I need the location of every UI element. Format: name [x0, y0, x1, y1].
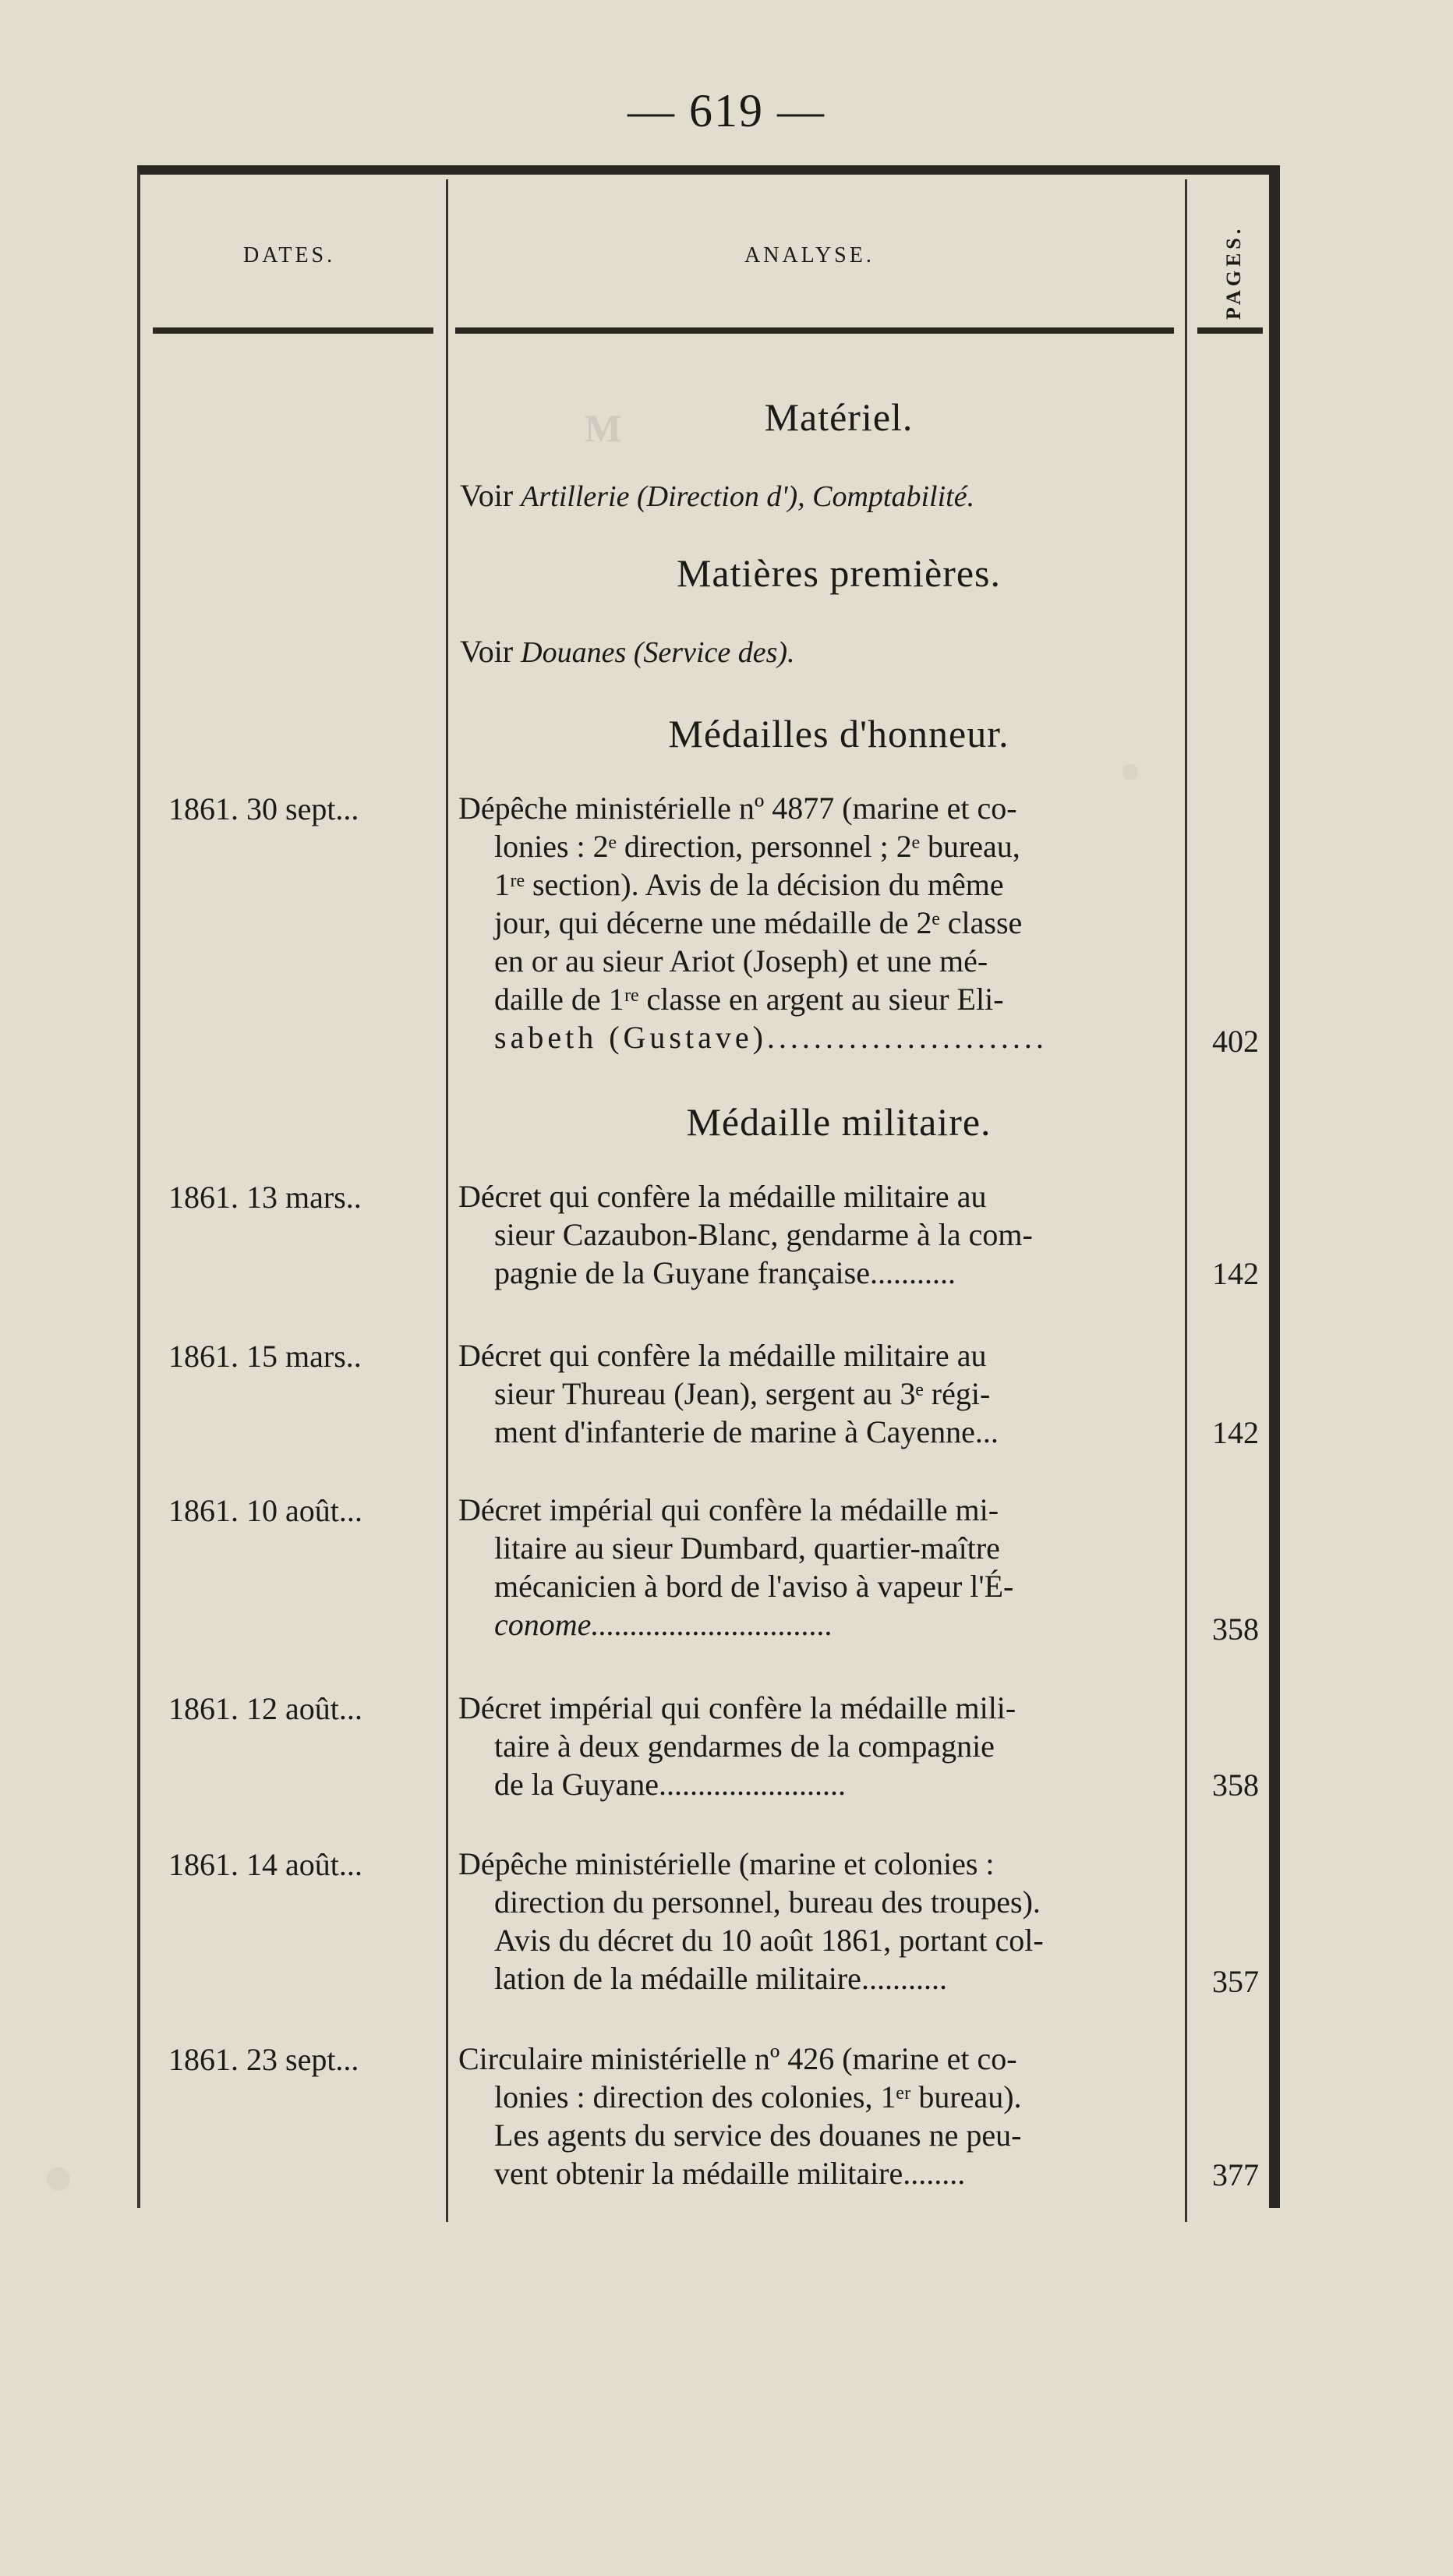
page-number: — 619 — [628, 85, 825, 136]
entry-line: direction du personnel, bureau des troupes). [494, 1884, 1041, 1920]
entry-text [458, 1845, 1191, 1997]
entry-line: lonies : direction des colonies, 1ᵉʳ bureau). [494, 2079, 1022, 2114]
see-prefix: Voir [460, 478, 514, 513]
entry-line: sabeth (Gustave)........................ [494, 1020, 1048, 1055]
entry-page: 377 [1212, 2157, 1259, 2192]
entry-text [458, 1336, 1191, 1451]
entry-line: pagnie de la Guyane française........... [494, 1255, 956, 1290]
entry-text [458, 2040, 1191, 2192]
entry-line: vent obtenir la médaille militaire........ [494, 2156, 966, 2191]
entry-line: en or au sieur Ariot (Joseph) et une mé- [494, 943, 988, 978]
entry-line: sieur Thureau (Jean), sergent au 3ᵉ régi- [494, 1376, 991, 1411]
section-heading-matieres-premieres: Matières premières. [676, 551, 1002, 595]
section-heading-materiel: Matériel. [764, 395, 914, 439]
entry-date: 1861. 14 août... [168, 1847, 362, 1882]
entry-line: conome............................... [494, 1607, 833, 1642]
see-prefix: Voir [460, 634, 514, 669]
header-analyse: ANALYSE. [744, 243, 875, 267]
entry-line: ment d'infanterie de marine à Cayenne... [494, 1414, 999, 1449]
header-rule-pages [1197, 327, 1263, 334]
entry-text [458, 1491, 1191, 1644]
entry-line: Avis du décret du 10 août 1861, portant col- [494, 1923, 1044, 1958]
entry-line: Circulaire ministérielle nº 426 (marine et co- [458, 2041, 1017, 2076]
header-rule-analyse [455, 327, 1174, 334]
entry-page: 358 [1212, 1767, 1259, 1803]
entry-date: 1861. 30 sept... [168, 791, 359, 826]
entry-date: 1861. 10 août... [168, 1493, 362, 1528]
entry-line: daille de 1ʳᵉ classe en argent au sieur Eli- [494, 982, 1004, 1017]
entry-page: 358 [1212, 1612, 1259, 1647]
entry-date: 1861. 13 mars.. [168, 1180, 362, 1215]
entry-line: taire à deux gendarmes de la compagnie [494, 1729, 995, 1764]
see-also-matieres-premieres [460, 633, 795, 670]
entry-page: 402 [1212, 1024, 1259, 1059]
entry-line: lonies : 2ᵉ direction, personnel ; 2ᵉ bureau, [494, 829, 1020, 864]
entry-line: mécanicien à bord de l'aviso à vapeur l'É- [494, 1569, 1014, 1604]
section-heading-medailles-honneur: Médailles d'honneur. [668, 712, 1009, 755]
entry-line: Dépêche ministérielle (marine et colonies : [458, 1846, 995, 1881]
column-divider-dates [446, 179, 448, 2222]
entry-line: litaire au sieur Dumbard, quartier-maître [494, 1530, 1000, 1566]
entry-line: jour, qui décerne une médaille de 2ᵉ classe [494, 905, 1023, 940]
entry-line: sieur Cazaubon-Blanc, gendarme à la com- [494, 1217, 1033, 1252]
entry-line: Dépêche ministérielle nº 4877 (marine et co- [458, 791, 1017, 826]
entry-page: 357 [1212, 1964, 1259, 1999]
entry-line: Décret qui confère la médaille militaire au [458, 1338, 987, 1373]
header-pages: PAGES. [1222, 225, 1245, 320]
header-dates: DATES. [243, 243, 336, 267]
entry-line: de la Guyane........................ [494, 1767, 847, 1802]
see-also-materiel [460, 477, 974, 514]
entry-line: Décret qui confère la médaille militaire au [458, 1179, 987, 1214]
entry-date: 1861. 15 mars.. [168, 1339, 362, 1374]
entry-date: 1861. 12 août... [168, 1691, 362, 1726]
entry-line: lation de la médaille militaire........... [494, 1961, 947, 1996]
entry-text [458, 1177, 1191, 1292]
paper-stain [47, 2167, 70, 2191]
ink-bleed-letter: M [585, 406, 622, 450]
entry-text [458, 789, 1191, 1056]
see-refs: Artillerie (Direction d'), Comptabilité. [521, 480, 975, 513]
entry-line: Décret impérial qui confère la médaille mili- [458, 1690, 1016, 1725]
entry-page: 142 [1212, 1415, 1259, 1450]
entry-line: Décret impérial qui confère la médaille mi- [458, 1492, 999, 1527]
entry-date: 1861. 23 sept... [168, 2042, 359, 2077]
entry-line: 1ʳᵉ section). Avis de la décision du même [494, 867, 1004, 902]
entry-page: 142 [1212, 1256, 1259, 1291]
section-heading-medaille-militaire: Médaille militaire. [686, 1100, 992, 1144]
header-rule-dates [153, 327, 433, 334]
entry-line: Les agents du service des douanes ne peu- [494, 2118, 1022, 2153]
entry-text [458, 1689, 1191, 1803]
see-refs: Douanes (Service des). [521, 636, 795, 669]
